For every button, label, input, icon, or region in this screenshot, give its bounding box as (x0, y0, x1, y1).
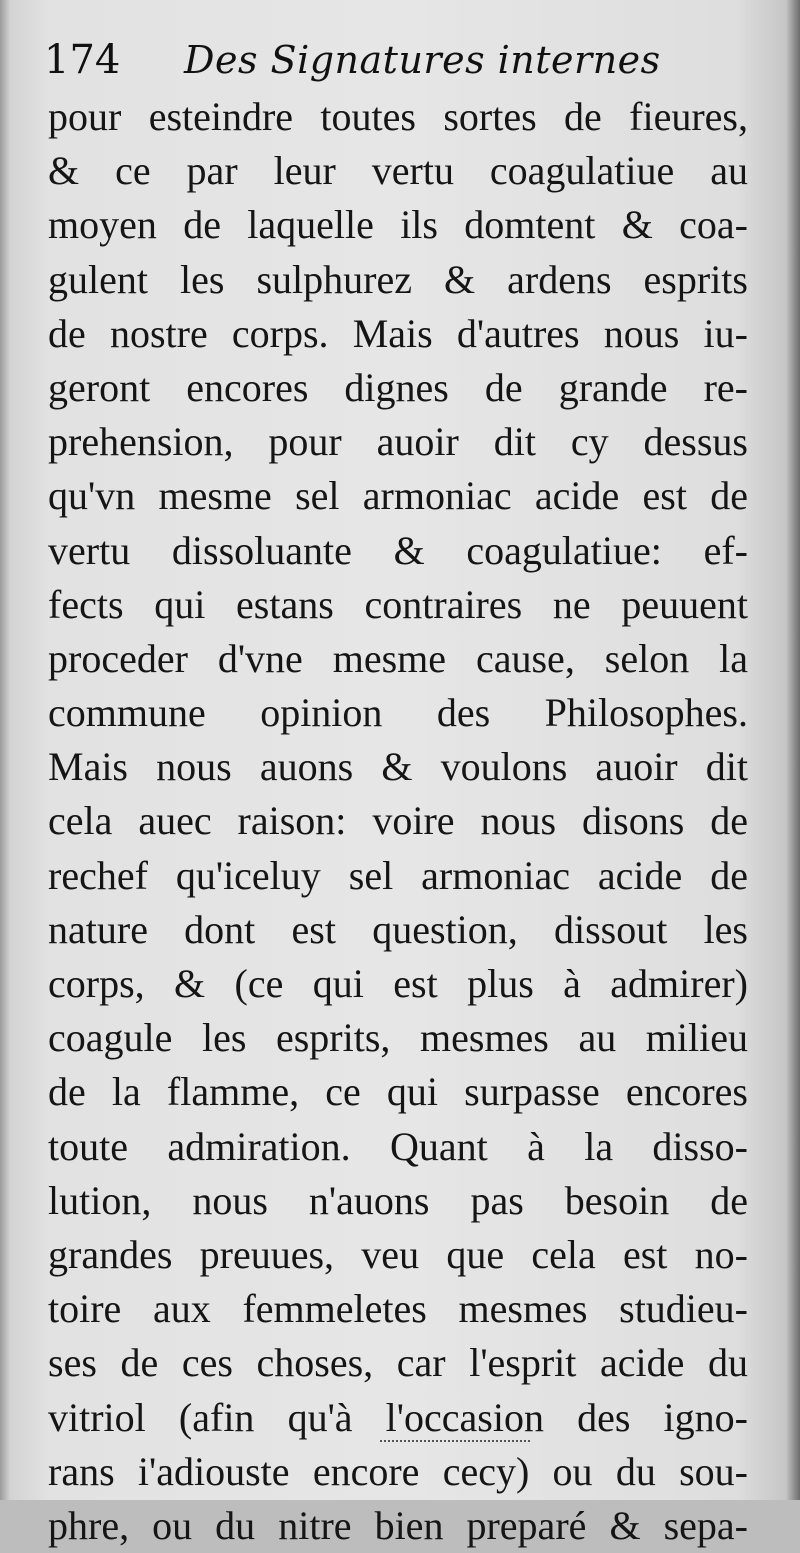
text-line: qu'vn mesme sel armoniac acide est de (48, 473, 748, 519)
text-line: corps, & (ce qui est plus à admirer) (48, 961, 748, 1006)
page-gutter-shadow (786, 0, 800, 1500)
text-line: fects qui estans contraires ne peuuent (48, 581, 748, 627)
body-text (48, 90, 748, 1553)
text-line: & ce par leur vertu coagulatiue au (48, 148, 748, 194)
text-line: de la flamme, ce qui surpasse encores (48, 1069, 748, 1115)
text-line: vitriol (afin qu'à l'occasion des igno- (48, 1394, 748, 1440)
text-line: commune opinion des Philosophes. (48, 690, 748, 736)
page-left-shadow (0, 0, 10, 1500)
page-header (44, 34, 744, 94)
text-line: ses de ces choses, car l'esprit acide du (48, 1340, 748, 1386)
text-line: moyen de laquelle ils domtent & coa- (48, 202, 748, 248)
text-line: toire aux femmeletes mesmes studieu- (48, 1286, 748, 1332)
text-line: Mais nous auons & voulons auoir dit (48, 744, 748, 790)
text-line: grandes preuues, veu que cela est no- (48, 1231, 748, 1277)
text-line: lution, nous n'auons pas besoin de (48, 1177, 748, 1223)
text-line: pour esteindre toutes sortes de fieures, (48, 94, 748, 139)
text-line: rechef qu'iceluy sel armoniac acide de (48, 852, 748, 898)
text-line: vertu dissoluante & coagulatiue: ef- (48, 527, 748, 573)
running-title: Des Signatures internes (184, 38, 661, 82)
text-line: proceder d'vne mesme cause, selon la (48, 635, 748, 681)
page-number: 174 (44, 37, 121, 83)
bottom-ornament (380, 1440, 530, 1442)
text-line: de nostre corps. Mais d'autres nous iu- (48, 310, 748, 356)
text-line: nature dont est question, dissout les (48, 906, 748, 952)
text-line: toute admiration. Quant à la disso- (48, 1123, 748, 1169)
text-line: geront encores dignes de grande re- (48, 364, 748, 410)
text-line: rans i'adiouste encore cecy) ou du sou- (48, 1448, 748, 1494)
text-line: coagule les esprits, mesmes au milieu (48, 1015, 748, 1061)
text-line: phre, ou du nitre bien preparé & sepa- (48, 1502, 748, 1548)
text-line: prehension, pour auoir dit cy dessus (48, 419, 748, 465)
text-line: gulent les sulphurez & ardens esprits (48, 256, 748, 302)
text-line: cela auec raison: voire nous disons de (48, 798, 748, 844)
